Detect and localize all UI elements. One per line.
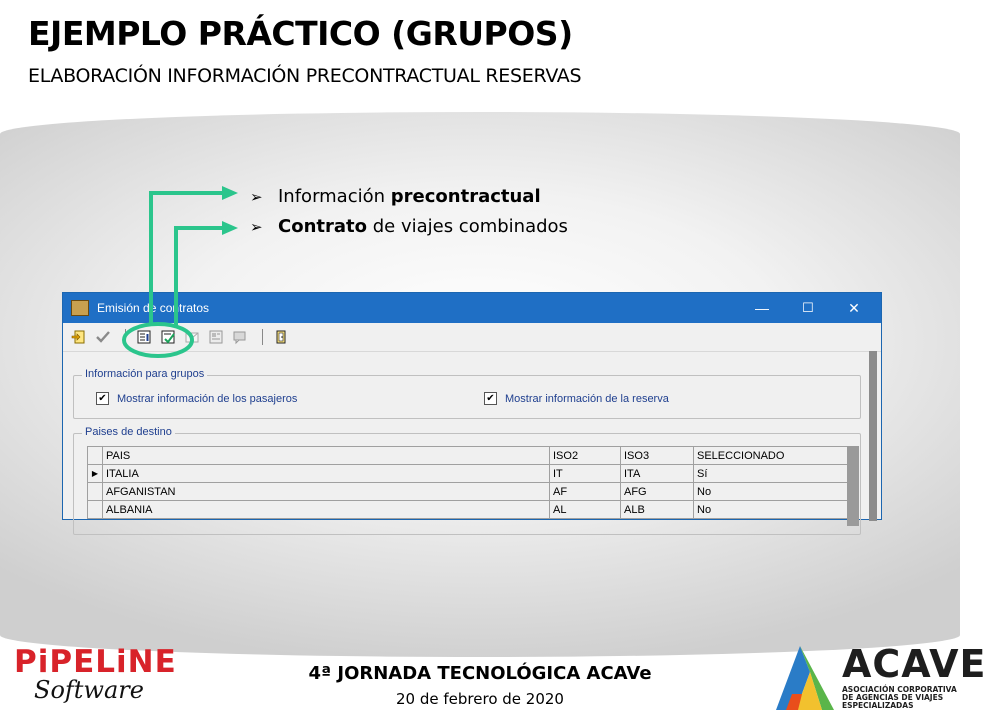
acave-logo-icon [772,642,836,714]
bullet-item: ➢ Información precontractual [250,184,568,214]
window-scrollbar[interactable] [869,351,877,521]
table-row[interactable]: AFGANISTAN AF AFG No [88,483,855,501]
show-booking-checkbox[interactable] [484,392,669,405]
toolbar-separator [262,329,263,345]
acave-logo-text: ACAVE [842,642,987,686]
grid-header-row [88,447,855,465]
countries-grid [87,446,855,519]
precontractual-info-icon[interactable] [134,327,154,347]
close-button[interactable]: ✕ [848,300,860,316]
maximize-button[interactable]: ☐ [802,300,814,315]
email-icon[interactable] [182,327,202,347]
window-titlebar[interactable] [63,293,881,323]
acave-subtitle: ASOCIACIÓN CORPORATIVA DE AGENCIAS DE VIAJES ESPECIALIZADAS [842,685,957,710]
bullet-item: ➢ Contrato de viajes combinados [250,214,568,244]
destination-legend: Paises de destino [82,426,175,438]
show-passengers-checkbox[interactable] [96,392,297,405]
slide-title: EJEMPLO PRÁCTICO (GRUPOS) [28,14,573,53]
window-title: Emisión de contratos [97,301,210,315]
current-row-icon: ▶ [88,465,103,483]
software-logo-text: Software [34,676,144,704]
groups-info-legend: Información para grupos [82,368,207,380]
event-date: 20 de febrero de 2020 [396,690,564,708]
row-indicator-header [88,447,103,465]
minimize-button[interactable]: — [755,300,769,316]
checkbox-label: Mostrar información de la reserva [505,392,669,405]
column-header-iso2[interactable]: ISO2 [550,447,621,465]
event-title: 4ª JORNADA TECNOLÓGICA ACAVe [308,663,652,684]
pipeline-logo-text: PiPELiNE [14,644,177,680]
app-icon [71,300,89,316]
toolbar [63,323,881,352]
arrow-bullet-icon: ➢ [250,188,263,206]
import-icon[interactable] [69,327,89,347]
chat-icon[interactable] [230,327,250,347]
document-icon[interactable] [206,327,226,347]
arrow-bullet-icon: ➢ [250,218,263,236]
checkbox-checked-icon[interactable]: ✔ [484,392,497,405]
column-header-pais[interactable]: PAIS [103,447,550,465]
exit-icon[interactable] [271,327,291,347]
checkbox-label: Mostrar información de los pasajeros [117,392,298,405]
bullet-list [250,184,568,244]
toolbar-separator [125,329,126,345]
groups-info-panel [73,368,861,419]
checkbox-checked-icon[interactable]: ✔ [96,392,109,405]
column-header-seleccionado[interactable]: SELECCIONADO [694,447,855,465]
table-row[interactable]: ALBANIA AL ALB No [88,501,855,519]
contract-window [62,292,882,520]
column-header-iso3[interactable]: ISO3 [621,447,694,465]
check-icon[interactable] [93,327,113,347]
slide-subtitle: ELABORACIÓN INFORMACIÓN PRECONTRACTUAL RESERVAS [28,65,582,87]
table-row[interactable]: ▶ ITALIA IT ITA Sí [88,465,855,483]
contract-icon[interactable] [158,327,178,347]
grid-scrollbar[interactable] [847,446,859,526]
